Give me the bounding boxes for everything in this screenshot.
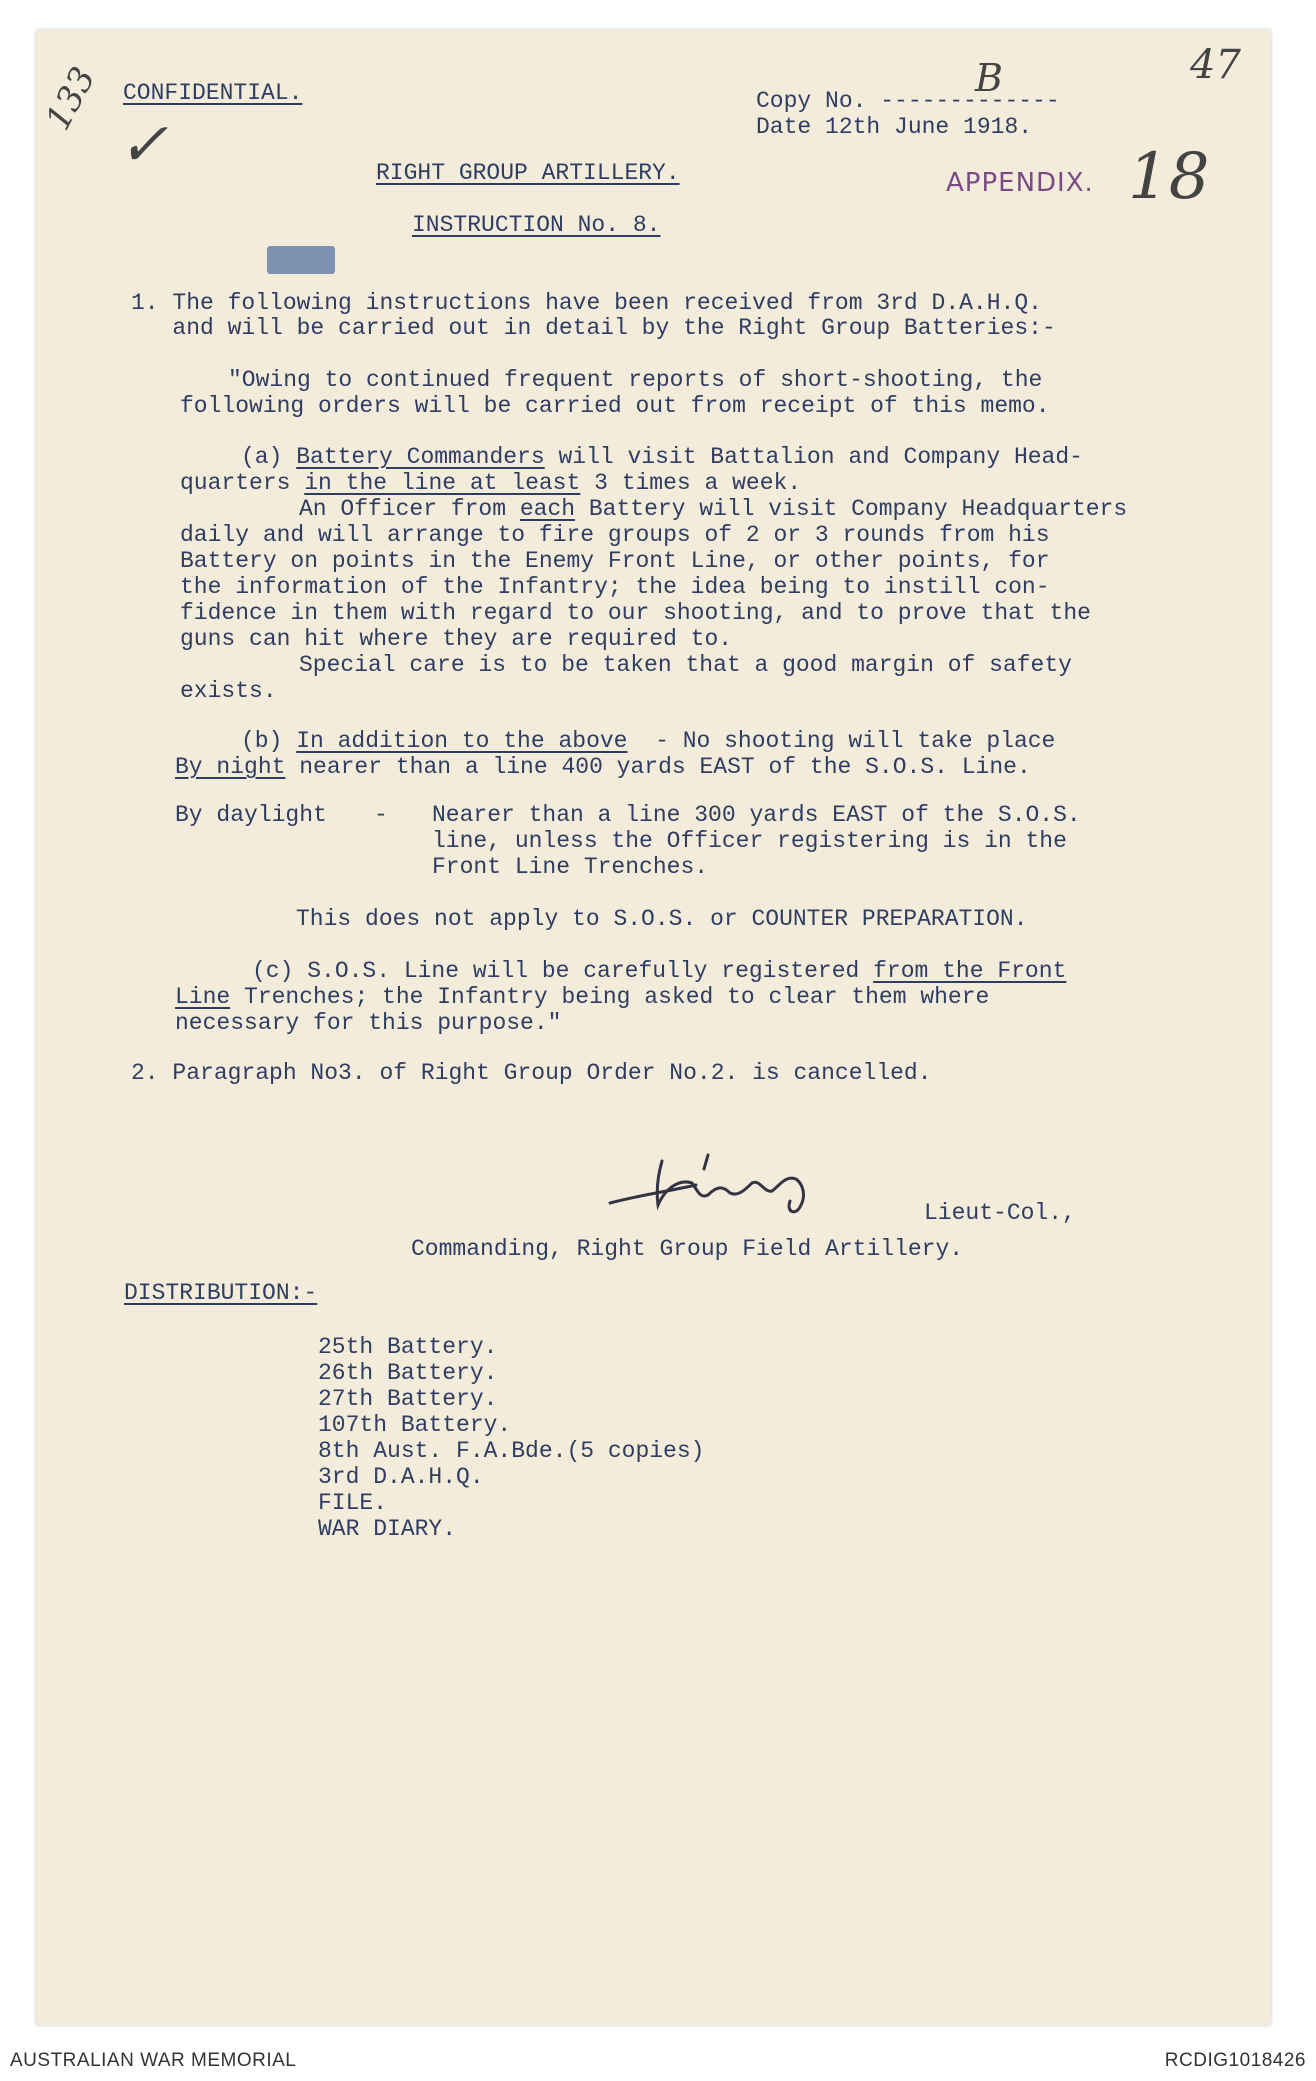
para-a-line-2: quarters in the line at least 3 times a week. [180, 470, 802, 496]
classification: CONFIDENTIAL. [123, 80, 303, 106]
para-a-line-4: daily and will arrange to fire groups of 2 or 3 rounds from his [180, 522, 1050, 548]
quote-line-2: following orders will be carried out from receipt of this memo. [180, 393, 1050, 419]
para-c-line-3: necessary for this purpose." [175, 1010, 562, 1036]
distribution-item: 8th Aust. F.A.Bde.(5 copies) [318, 1438, 705, 1464]
para-1-line-1: 1. The following instructions have been received from 3rd D.A.H.Q. [131, 290, 1042, 316]
page-number-handwritten: 47 [1190, 42, 1241, 88]
distribution-heading: DISTRIBUTION:- [124, 1280, 318, 1306]
distribution-item: 107th Battery. [318, 1412, 512, 1438]
distribution-item: 27th Battery. [318, 1386, 498, 1412]
signature-title: Commanding, Right Group Field Artillery. [411, 1236, 964, 1262]
para-b-line-1: (b) In addition to the above - No shooting will take place [241, 728, 1056, 754]
daylight-line-2: line, unless the Officer registering is in the [432, 828, 1067, 854]
para-a-line-7: fidence in them with regard to our shooting, and to prove that the [180, 600, 1091, 626]
copy-number-handwritten: B [975, 56, 1003, 100]
footer-record-id: RCDIG1018426 [1164, 2050, 1306, 2071]
para-c-line-1: (c) S.O.S. Line will be carefully registered from the Front [252, 958, 1067, 984]
copy-number: Copy No. ------------- [756, 88, 1060, 114]
unit-title: RIGHT GROUP ARTILLERY. [376, 160, 680, 186]
instruction-title: INSTRUCTION No. 8. [412, 212, 661, 238]
para-b-line-2: By night nearer than a line 400 yards EAST of the S.O.S. Line. [175, 754, 1031, 780]
distribution-item: 26th Battery. [318, 1360, 498, 1386]
distribution-item: 25th Battery. [318, 1334, 498, 1360]
daylight-line-3: Front Line Trenches. [432, 854, 709, 880]
para-a-line-10: exists. [180, 678, 277, 704]
daylight-dash: - [374, 802, 388, 828]
daylight-line-1: Nearer than a line 300 yards EAST of the S.O.S. [432, 802, 1081, 828]
tick-mark: ✓ [118, 110, 169, 180]
distribution-item: 3rd D.A.H.Q. [318, 1464, 484, 1490]
para-a-line-5: Battery on points in the Enemy Front Line, or other points, for [180, 548, 1050, 574]
quote-line-1: "Owing to continued frequent reports of short-shooting, the [228, 367, 1043, 393]
para-c-line-2: Line Trenches; the Infantry being asked to clear them where [175, 984, 990, 1010]
signature-rank: Lieut-Col., [924, 1200, 1076, 1226]
daylight-label: By daylight [175, 802, 327, 828]
para-2: 2. Paragraph No3. of Right Group Order No.2. is cancelled. [131, 1060, 932, 1086]
folio-number: 133 [38, 60, 104, 137]
para-1-line-2: and will be carried out in detail by the Right Group Batteries:- [131, 315, 1056, 341]
para-a-line-3: An Officer from each Battery will visit Company Headquarters [299, 496, 1128, 522]
para-a-line-6: the information of the Infantry; the idea being to instill con- [180, 574, 1050, 600]
para-b-note: This does not apply to S.O.S. or COUNTER PREPARATION. [296, 906, 1028, 932]
distribution-item: FILE. [318, 1490, 388, 1516]
para-a-line-8: guns can hit where they are required to. [180, 626, 733, 652]
ink-blot [267, 246, 335, 274]
appendix-number-handwritten: 18 [1128, 140, 1210, 214]
signature-scrawl [600, 1135, 830, 1225]
footer-archive-name: AUSTRALIAN WAR MEMORIAL [10, 2050, 297, 2071]
para-a-line-9: Special care is to be taken that a good margin of safety [299, 652, 1072, 678]
distribution-item: WAR DIARY. [318, 1516, 457, 1542]
appendix-stamp: APPENDIX. [946, 168, 1094, 198]
document-date: Date 12th June 1918. [756, 114, 1033, 140]
para-a-line-1: (a) Battery Commanders will visit Battalion and Company Head- [241, 444, 1083, 470]
